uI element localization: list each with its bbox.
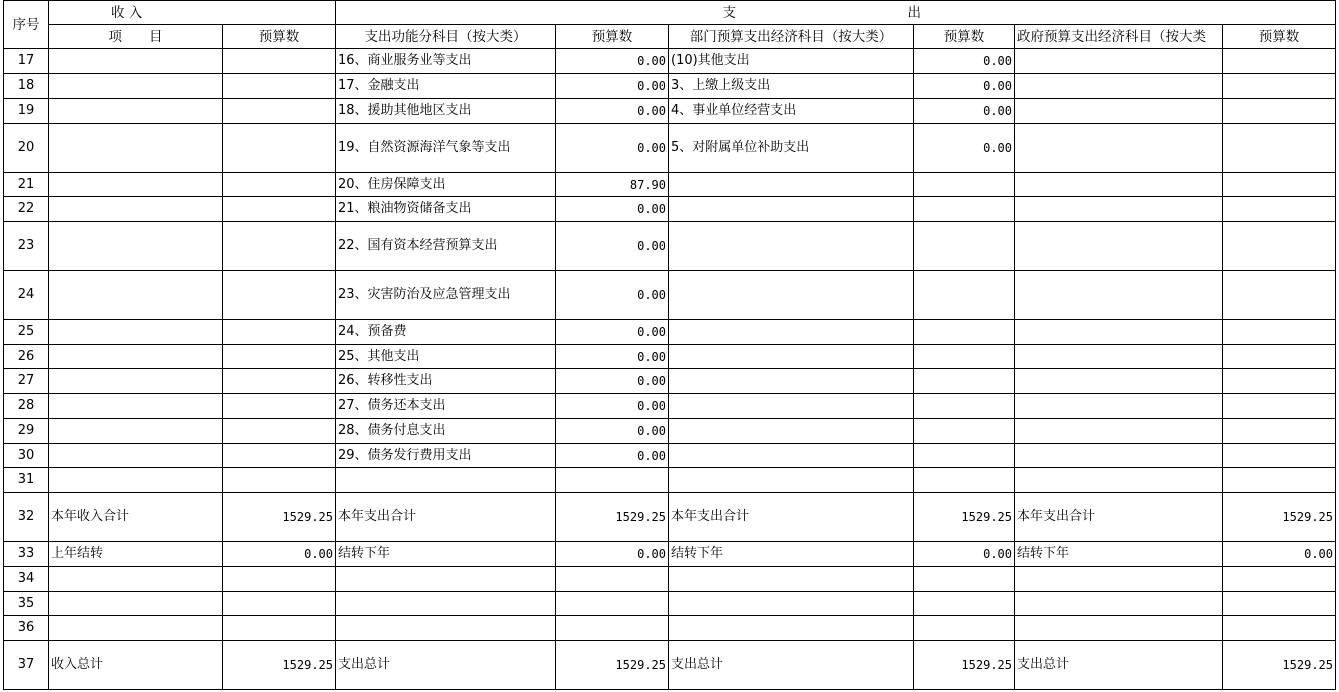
gov-subject-cell	[1015, 320, 1223, 345]
income-amount-cell	[223, 468, 336, 493]
table-row	[4, 222, 1336, 271]
func-subject-cell: 24、预备费	[336, 320, 556, 345]
gov-subject-cell	[1015, 592, 1223, 616]
income-group-label: 收 入	[111, 4, 143, 21]
seq-cell: 28	[4, 394, 49, 419]
income-item-cell	[49, 567, 223, 592]
seq-cell: 19	[4, 99, 49, 124]
func-amount-cell: 0.00	[556, 394, 669, 419]
table-row	[4, 99, 1336, 124]
seq-header: 序号	[4, 1, 49, 49]
gov-subject-cell	[1015, 173, 1223, 197]
table-row-carryover	[4, 542, 1336, 567]
gov-subject-cell	[1015, 222, 1223, 271]
income-amount-cell	[223, 49, 336, 74]
dept-subject-cell: 4、事业单位经营支出	[669, 99, 914, 124]
col-header-func: 支出功能分科目（按大类）	[336, 25, 556, 49]
gov-amount-cell	[1223, 468, 1336, 493]
gov-subject-cell	[1015, 419, 1223, 444]
func-subject-cell: 22、国有资本经营预算支出	[336, 222, 556, 271]
col-header-dept: 部门预算支出经济科目（按大类）	[669, 25, 914, 49]
gov-amount-cell	[1223, 567, 1336, 592]
income-amount-cell	[223, 320, 336, 345]
gov-amount-cell: 0.00	[1223, 542, 1336, 567]
income-amount-cell: 1529.25	[223, 641, 336, 690]
income-item-cell	[49, 468, 223, 493]
dept-subject-cell	[669, 419, 914, 444]
table-row	[4, 345, 1336, 369]
func-amount-cell: 0.00	[556, 419, 669, 444]
seq-cell: 34	[4, 567, 49, 592]
seq-cell: 33	[4, 542, 49, 567]
func-amount-cell	[556, 567, 669, 592]
gov-amount-cell	[1223, 74, 1336, 99]
income-item-cell	[49, 49, 223, 74]
income-item-cell	[49, 74, 223, 99]
table-row-grand-total	[4, 641, 1336, 690]
table-row	[4, 173, 1336, 197]
income-amount-cell	[223, 345, 336, 369]
gov-amount-cell	[1223, 49, 1336, 74]
dept-subject-cell	[669, 616, 914, 641]
seq-cell: 31	[4, 468, 49, 493]
income-item-cell	[49, 222, 223, 271]
header-row-1	[4, 1, 1336, 25]
col-header-budget-1: 预算数	[223, 25, 336, 49]
func-subject-cell: 21、粮油物资储备支出	[336, 197, 556, 222]
dept-subject-cell	[669, 197, 914, 222]
func-amount-cell: 0.00	[556, 542, 669, 567]
income-amount-cell	[223, 616, 336, 641]
dept-amount-cell	[914, 394, 1015, 419]
income-item-cell	[49, 271, 223, 320]
func-subject-cell: 28、债务付息支出	[336, 419, 556, 444]
gov-amount-cell	[1223, 394, 1336, 419]
func-amount-cell: 0.00	[556, 124, 669, 173]
dept-subject-cell	[669, 173, 914, 197]
func-subject-cell	[336, 468, 556, 493]
income-amount-cell	[223, 222, 336, 271]
func-amount-cell: 0.00	[556, 320, 669, 345]
income-item-cell	[49, 197, 223, 222]
income-item-cell	[49, 345, 223, 369]
dept-amount-cell	[914, 271, 1015, 320]
dept-amount-cell	[914, 222, 1015, 271]
income-amount-cell	[223, 271, 336, 320]
dept-subject-cell	[669, 369, 914, 394]
gov-amount-cell	[1223, 592, 1336, 616]
gov-subject-cell	[1015, 444, 1223, 468]
dept-subject-cell	[669, 444, 914, 468]
table-row	[4, 369, 1336, 394]
gov-subject-cell	[1015, 271, 1223, 320]
seq-cell: 22	[4, 197, 49, 222]
income-amount-cell: 0.00	[223, 542, 336, 567]
func-amount-cell	[556, 592, 669, 616]
dept-amount-cell: 1529.25	[914, 641, 1015, 690]
gov-subject-cell	[1015, 616, 1223, 641]
dept-amount-cell	[914, 197, 1015, 222]
func-amount-cell: 0.00	[556, 74, 669, 99]
table-row-subtotal	[4, 493, 1336, 542]
dept-amount-cell	[914, 419, 1015, 444]
gov-subject-cell	[1015, 345, 1223, 369]
seq-cell: 36	[4, 616, 49, 641]
table-row	[4, 49, 1336, 74]
func-amount-cell: 0.00	[556, 369, 669, 394]
func-subject-cell: 26、转移性支出	[336, 369, 556, 394]
table-row	[4, 616, 1336, 641]
dept-amount-cell	[914, 345, 1015, 369]
dept-subject-cell	[669, 222, 914, 271]
func-subject-cell: 本年支出合计	[336, 493, 556, 542]
func-amount-cell	[556, 616, 669, 641]
gov-amount-cell	[1223, 320, 1336, 345]
func-subject-cell: 19、自然资源海洋气象等支出	[336, 124, 556, 173]
table-row	[4, 74, 1336, 99]
dept-subject-cell: 结转下年	[669, 542, 914, 567]
dept-subject-cell: (10)其他支出	[669, 49, 914, 74]
func-amount-cell: 0.00	[556, 197, 669, 222]
dept-subject-cell: 3、上缴上级支出	[669, 74, 914, 99]
table-row	[4, 271, 1336, 320]
table-row	[4, 468, 1336, 493]
income-amount-cell	[223, 369, 336, 394]
expense-right-label: 出	[907, 4, 921, 21]
func-amount-cell: 0.00	[556, 99, 669, 124]
func-subject-cell: 18、援助其他地区支出	[336, 99, 556, 124]
income-item-cell: 收入总计	[49, 641, 223, 690]
seq-cell: 24	[4, 271, 49, 320]
seq-cell: 21	[4, 173, 49, 197]
table-row	[4, 567, 1336, 592]
func-amount-cell: 87.90	[556, 173, 669, 197]
gov-amount-cell	[1223, 616, 1336, 641]
func-amount-cell	[556, 468, 669, 493]
gov-amount-cell	[1223, 369, 1336, 394]
gov-amount-cell	[1223, 444, 1336, 468]
func-subject-cell: 16、商业服务业等支出	[336, 49, 556, 74]
dept-amount-cell	[914, 369, 1015, 394]
func-amount-cell: 0.00	[556, 271, 669, 320]
income-amount-cell	[223, 567, 336, 592]
gov-amount-cell	[1223, 99, 1336, 124]
dept-subject-cell	[669, 345, 914, 369]
gov-amount-cell	[1223, 173, 1336, 197]
dept-subject-cell	[669, 592, 914, 616]
dept-amount-cell	[914, 320, 1015, 345]
seq-cell: 37	[4, 641, 49, 690]
table-row	[4, 419, 1336, 444]
gov-amount-cell: 1529.25	[1223, 493, 1336, 542]
income-amount-cell	[223, 592, 336, 616]
func-subject-cell	[336, 592, 556, 616]
dept-subject-cell: 5、对附属单位补助支出	[669, 124, 914, 173]
income-amount-cell	[223, 197, 336, 222]
col-header-budget-4: 预算数	[1223, 25, 1336, 49]
seq-cell: 20	[4, 124, 49, 173]
seq-cell: 30	[4, 444, 49, 468]
income-amount-cell	[223, 419, 336, 444]
dept-amount-cell: 0.00	[914, 49, 1015, 74]
dept-subject-cell: 支出总计	[669, 641, 914, 690]
dept-amount-cell: 0.00	[914, 74, 1015, 99]
gov-subject-cell: 本年支出合计	[1015, 493, 1223, 542]
func-amount-cell: 1529.25	[556, 493, 669, 542]
dept-amount-cell: 0.00	[914, 542, 1015, 567]
gov-subject-cell	[1015, 197, 1223, 222]
func-subject-cell: 支出总计	[336, 641, 556, 690]
dept-subject-cell	[669, 567, 914, 592]
gov-subject-cell	[1015, 49, 1223, 74]
gov-subject-cell	[1015, 99, 1223, 124]
gov-amount-cell	[1223, 419, 1336, 444]
dept-amount-cell	[914, 616, 1015, 641]
func-amount-cell: 0.00	[556, 345, 669, 369]
gov-subject-cell: 支出总计	[1015, 641, 1223, 690]
table-row	[4, 197, 1336, 222]
table-row	[4, 394, 1336, 419]
seq-cell: 25	[4, 320, 49, 345]
income-amount-cell	[223, 74, 336, 99]
func-subject-cell: 23、灾害防治及应急管理支出	[336, 271, 556, 320]
income-group-header	[49, 1, 336, 25]
seq-cell: 26	[4, 345, 49, 369]
gov-subject-cell	[1015, 74, 1223, 99]
dept-amount-cell: 1529.25	[914, 493, 1015, 542]
gov-subject-cell	[1015, 394, 1223, 419]
income-amount-cell	[223, 124, 336, 173]
income-item-cell	[49, 394, 223, 419]
income-amount-cell	[223, 394, 336, 419]
func-subject-cell: 结转下年	[336, 542, 556, 567]
dept-subject-cell	[669, 468, 914, 493]
seq-cell: 27	[4, 369, 49, 394]
col-header-budget-3: 预算数	[914, 25, 1015, 49]
gov-subject-cell	[1015, 567, 1223, 592]
header-row-2	[4, 25, 1336, 49]
dept-amount-cell	[914, 468, 1015, 493]
income-item-cell	[49, 99, 223, 124]
func-subject-cell: 25、其他支出	[336, 345, 556, 369]
seq-cell: 23	[4, 222, 49, 271]
seq-cell: 35	[4, 592, 49, 616]
income-item-cell	[49, 444, 223, 468]
dept-subject-cell	[669, 271, 914, 320]
gov-amount-cell: 1529.25	[1223, 641, 1336, 690]
gov-amount-cell	[1223, 124, 1336, 173]
func-amount-cell: 0.00	[556, 222, 669, 271]
dept-subject-cell: 本年支出合计	[669, 493, 914, 542]
income-item-cell	[49, 320, 223, 345]
gov-subject-cell	[1015, 124, 1223, 173]
income-item-cell	[49, 616, 223, 641]
income-amount-cell	[223, 173, 336, 197]
dept-amount-cell: 0.00	[914, 99, 1015, 124]
dept-amount-cell	[914, 444, 1015, 468]
seq-cell: 18	[4, 74, 49, 99]
gov-amount-cell	[1223, 197, 1336, 222]
dept-amount-cell	[914, 173, 1015, 197]
gov-subject-cell	[1015, 468, 1223, 493]
col-header-gov: 政府预算支出经济科目（按大类	[1015, 25, 1223, 49]
col-header-item: 项 目	[49, 25, 223, 49]
expense-left-label: 支	[722, 4, 736, 21]
func-subject-cell: 27、债务还本支出	[336, 394, 556, 419]
gov-amount-cell	[1223, 271, 1336, 320]
budget-table	[3, 0, 1336, 690]
expense-group-header	[336, 1, 1336, 25]
dept-subject-cell	[669, 320, 914, 345]
table-row	[4, 444, 1336, 468]
dept-subject-cell	[669, 394, 914, 419]
income-item-cell	[49, 124, 223, 173]
dept-amount-cell	[914, 567, 1015, 592]
func-amount-cell: 1529.25	[556, 641, 669, 690]
func-subject-cell: 17、金融支出	[336, 74, 556, 99]
gov-subject-cell: 结转下年	[1015, 542, 1223, 567]
table-row	[4, 320, 1336, 345]
seq-cell: 17	[4, 49, 49, 74]
income-item-cell	[49, 173, 223, 197]
func-subject-cell	[336, 567, 556, 592]
func-subject-cell: 29、债务发行费用支出	[336, 444, 556, 468]
seq-cell: 32	[4, 493, 49, 542]
income-amount-cell	[223, 444, 336, 468]
table-row	[4, 124, 1336, 173]
dept-amount-cell: 0.00	[914, 124, 1015, 173]
func-amount-cell: 0.00	[556, 49, 669, 74]
income-item-cell: 上年结转	[49, 542, 223, 567]
col-header-budget-2: 预算数	[556, 25, 669, 49]
gov-amount-cell	[1223, 345, 1336, 369]
gov-subject-cell	[1015, 369, 1223, 394]
gov-amount-cell	[1223, 222, 1336, 271]
income-amount-cell: 1529.25	[223, 493, 336, 542]
func-subject-cell	[336, 616, 556, 641]
income-item-cell	[49, 419, 223, 444]
seq-cell: 29	[4, 419, 49, 444]
income-amount-cell	[223, 99, 336, 124]
dept-amount-cell	[914, 592, 1015, 616]
func-subject-cell: 20、住房保障支出	[336, 173, 556, 197]
income-item-cell	[49, 369, 223, 394]
income-item-cell: 本年收入合计	[49, 493, 223, 542]
income-item-cell	[49, 592, 223, 616]
table-row	[4, 592, 1336, 616]
func-amount-cell: 0.00	[556, 444, 669, 468]
